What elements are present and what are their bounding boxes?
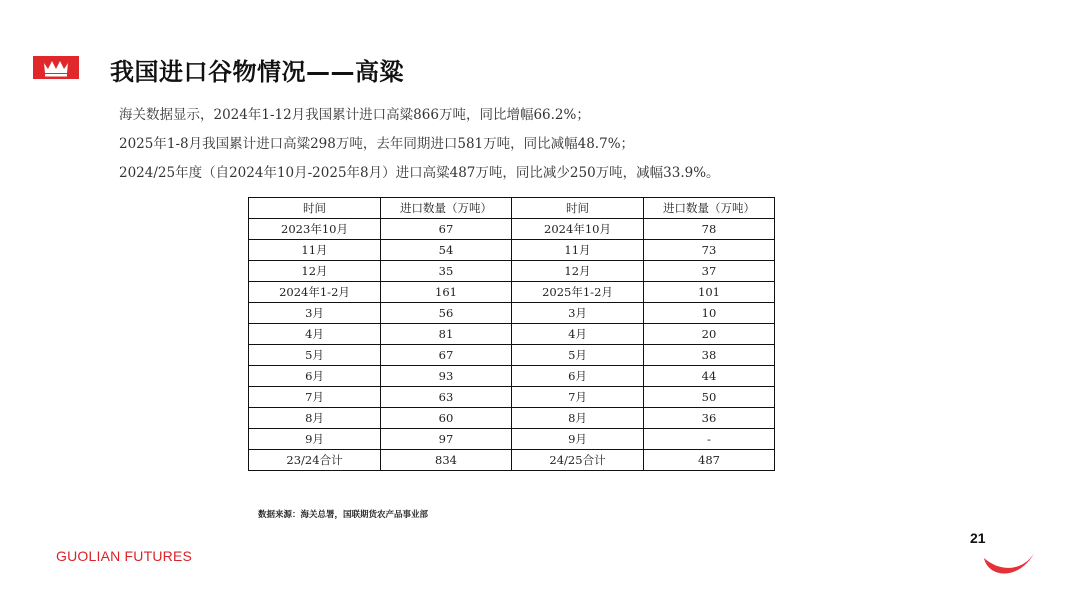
table-cell: 6月 — [512, 366, 644, 387]
sorghum-import-table — [248, 197, 775, 471]
logo-badge — [33, 56, 79, 79]
table-cell: 3月 — [249, 303, 381, 324]
data-source-note: 数据来源：海关总署，国联期货农产品事业部 — [258, 510, 429, 520]
table-row — [249, 408, 775, 429]
table-cell: 35 — [381, 261, 512, 282]
table-cell: 7月 — [512, 387, 644, 408]
table-row — [249, 219, 775, 240]
table-cell: 44 — [644, 366, 775, 387]
table-row — [249, 345, 775, 366]
table-cell: 161 — [381, 282, 512, 303]
table-cell: 63 — [381, 387, 512, 408]
table-cell: - — [644, 429, 775, 450]
table-cell: 54 — [381, 240, 512, 261]
table-cell: 5月 — [249, 345, 381, 366]
table-row — [249, 450, 775, 471]
table-cell: 36 — [644, 408, 775, 429]
table-cell: 3月 — [512, 303, 644, 324]
table-cell: 73 — [644, 240, 775, 261]
table-row — [249, 282, 775, 303]
table-cell: 24/25合计 — [512, 450, 644, 471]
page-title: 我国进口谷物情况——高粱 — [110, 58, 404, 86]
table-cell: 11月 — [512, 240, 644, 261]
table-cell: 2023年10月 — [249, 219, 381, 240]
table-cell: 4月 — [512, 324, 644, 345]
crown-icon — [33, 56, 79, 79]
table-cell: 78 — [644, 219, 775, 240]
table-cell: 60 — [381, 408, 512, 429]
table-cell: 67 — [381, 345, 512, 366]
swoosh-decoration-icon — [980, 548, 1040, 582]
table-cell: 9月 — [512, 429, 644, 450]
summary-line: 海关数据显示，2024年1-12月我国累计进口高粱866万吨，同比增幅66.2%； — [119, 107, 590, 123]
table-cell: 12月 — [512, 261, 644, 282]
table-cell: 101 — [644, 282, 775, 303]
table-cell: 487 — [644, 450, 775, 471]
summary-line: 2025年1-8月我国累计进口高粱298万吨，去年同期进口581万吨，同比减幅48.7%； — [119, 136, 635, 152]
table-cell: 7月 — [249, 387, 381, 408]
table-cell: 38 — [644, 345, 775, 366]
table-body — [249, 219, 775, 471]
table-row — [249, 324, 775, 345]
table-cell: 67 — [381, 219, 512, 240]
table-cell: 23/24合计 — [249, 450, 381, 471]
column-header: 时间 — [249, 198, 381, 219]
table-cell: 2024年1-2月 — [249, 282, 381, 303]
table-cell: 8月 — [249, 408, 381, 429]
summary-text — [119, 101, 819, 188]
table-row — [249, 429, 775, 450]
table-cell: 56 — [381, 303, 512, 324]
table-header-row — [249, 198, 775, 219]
table-row — [249, 240, 775, 261]
table-row — [249, 261, 775, 282]
table-cell: 10 — [644, 303, 775, 324]
table-cell: 2024年10月 — [512, 219, 644, 240]
table-cell: 834 — [381, 450, 512, 471]
table-cell: 2025年1-2月 — [512, 282, 644, 303]
table-cell: 20 — [644, 324, 775, 345]
table-row — [249, 366, 775, 387]
table-cell: 81 — [381, 324, 512, 345]
table-cell: 9月 — [249, 429, 381, 450]
table-row — [249, 303, 775, 324]
table-cell: 93 — [381, 366, 512, 387]
brand-logo: GUOLIAN FUTURES — [56, 548, 193, 564]
table-cell: 6月 — [249, 366, 381, 387]
table-cell: 8月 — [512, 408, 644, 429]
column-header: 时间 — [512, 198, 644, 219]
column-header: 进口数量（万吨） — [644, 198, 775, 219]
table-cell: 97 — [381, 429, 512, 450]
table-cell: 37 — [644, 261, 775, 282]
table-cell: 4月 — [249, 324, 381, 345]
table-cell: 50 — [644, 387, 775, 408]
table-cell: 12月 — [249, 261, 381, 282]
table-row — [249, 387, 775, 408]
column-header: 进口数量（万吨） — [381, 198, 512, 219]
table-cell: 11月 — [249, 240, 381, 261]
table-cell: 5月 — [512, 345, 644, 366]
page-number: 21 — [970, 530, 986, 546]
summary-line: 2024/25年度（自2024年10月-2025年8月）进口高粱487万吨，同比减少250万吨，减幅33.9%。 — [119, 165, 720, 181]
